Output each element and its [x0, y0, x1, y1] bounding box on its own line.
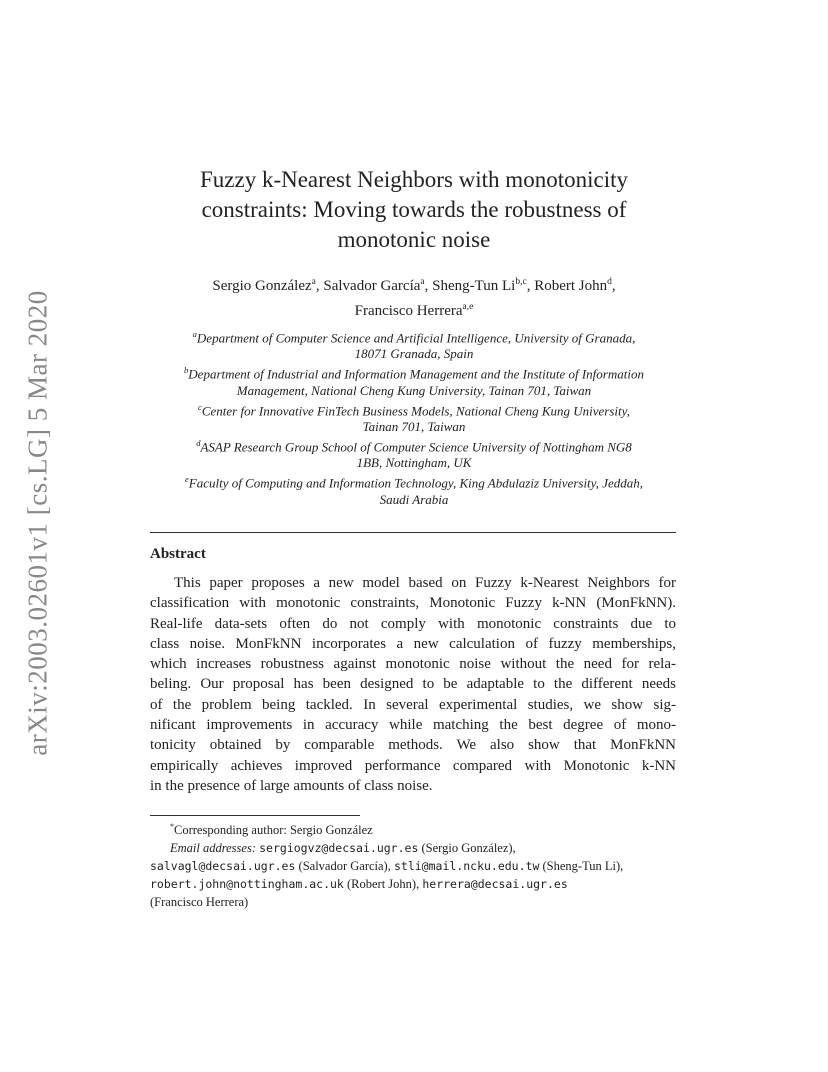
email-owner: (Salvador García),: [298, 859, 391, 874]
author-name: Robert John: [534, 278, 608, 294]
email-link[interactable]: sergiogvz@decsai.ugr.es: [259, 841, 419, 856]
affiliation-mark: c: [198, 401, 202, 412]
affiliation-text: Department of Industrial and Information Management and the Institute of Information: [188, 366, 644, 382]
corresponding-author-note: [150, 818, 676, 839]
abstract-line: tonicity obtained by comparable methods. We also show that MonFkNN: [150, 737, 676, 754]
email-link[interactable]: herrera@decsai.ugr.es: [422, 877, 568, 892]
author-affil-mark: b,c: [515, 277, 527, 287]
affiliation-d: [140, 435, 688, 455]
abstract-line: beling. Our proposal has been designed to be adaptable to the different needs: [150, 676, 676, 693]
abstract-line: in the presence of large amounts of class noise.: [150, 777, 433, 794]
author-name: Francisco Herrera: [354, 303, 463, 319]
email-link[interactable]: robert.john@nottingham.ac.uk: [150, 877, 344, 892]
abstract-line: Real-life data-sets often do not comply with monotonic constraints due to: [150, 615, 676, 632]
affiliation-text: Department of Computer Science and Artificial Intelligence, University of Granada,: [196, 330, 636, 346]
affiliation-a: [140, 326, 688, 346]
affiliation-e: [140, 471, 688, 491]
author-name: Sergio González: [212, 278, 312, 294]
abstract-line: of the problem being tackled. In several experimental studies, we show sig-: [150, 696, 676, 713]
abstract-line: which increases robustness against monotonic noise without the need for rela-: [150, 656, 676, 673]
affiliation-b-cont: Management, National Cheng Kung University, Tainan 701, Taiwan: [236, 382, 592, 398]
title-line-1: Fuzzy k-Nearest Neighbors with monotonicity: [200, 167, 628, 192]
affiliation-mark: a: [192, 329, 197, 339]
affiliation-text: ASAP Research Group School of Computer Science University of Nottingham NG8: [200, 439, 632, 455]
abstract-body: [150, 573, 676, 796]
email-owner: (Francisco Herrera): [150, 895, 249, 910]
email-owner: (Sheng-Tun Li),: [542, 859, 624, 874]
footnote-rule: [150, 815, 360, 816]
author-affil-mark: a: [311, 277, 316, 287]
arxiv-stamp: [16, 288, 60, 758]
affiliation-c-cont: Tainan 701, Taiwan: [362, 418, 466, 434]
email-line-1: [150, 839, 676, 857]
author-affil-mark: a: [420, 277, 425, 287]
arxiv-identifier: arXiv:2003.02601v1 [cs.LG] 5 Mar 2020: [22, 290, 53, 756]
author-name: Sheng-Tun Li: [432, 278, 516, 294]
affiliation-e-cont: Saudi Arabia: [379, 491, 449, 507]
affiliation-c: [140, 399, 688, 419]
email-owner: (Robert John),: [347, 877, 420, 892]
abstract-line: classification with monotonic constraints, Monotonic Fuzzy k-NN (MonFkNN).: [150, 595, 676, 612]
abstract-line: empirically achieves improved performance compared with Monotonic k-NN: [150, 757, 676, 774]
affiliation-b: [140, 362, 688, 382]
title-line-3: monotonic noise: [337, 227, 491, 252]
abstract-top-rule: [150, 532, 676, 533]
email-line-2: [150, 857, 676, 875]
author-list: Sergio González$^a$, Salvador García$^a$, Sheng-Tun Li$^{b,c}$, Robert John$^d$, Francisco Herrera$^{a,e}$: [212, 277, 616, 319]
email-owner: (Sergio González),: [421, 841, 516, 856]
affiliation-mark: e: [184, 474, 189, 485]
email-link[interactable]: stli@mail.ncku.edu.tw: [393, 859, 540, 874]
affiliation-mark: b: [184, 365, 189, 376]
footnotes: [150, 818, 676, 911]
email-label: Email addresses:: [170, 841, 256, 856]
paper-title: [150, 165, 678, 255]
email-link[interactable]: salvagl@decsai.ugr.es: [150, 859, 296, 874]
abstract-heading: Abstract: [150, 546, 206, 562]
affiliation-a-cont: 18071 Granada, Spain: [354, 346, 474, 362]
author-affil-mark: a,e: [462, 302, 474, 312]
author-name: Salvador García: [323, 278, 421, 294]
email-line-3: [150, 875, 676, 893]
title-line-2: constraints: Moving towards the robustness of: [201, 197, 627, 222]
affiliation-d-cont: 1BB, Nottingham, UK: [356, 455, 472, 471]
affiliation-text: Center for Innovative FinTech Business Models, National Cheng Kung University,: [201, 402, 630, 418]
footnote-mark: *: [170, 822, 174, 831]
abstract-line: This paper proposes a new model based on Fuzzy k-Nearest Neighbors for: [174, 575, 676, 591]
affiliations: [140, 326, 688, 508]
affiliation-mark: d: [196, 437, 201, 448]
abstract-line: class noise. MonFkNN incorporates a new calculation of fuzzy memberships,: [150, 635, 676, 652]
email-line-4: [150, 893, 676, 911]
corresponding-author-text: Corresponding author: Sergio González: [174, 823, 373, 838]
abstract-line: nificant improvements in accuracy while matching the best degree of mono-: [150, 717, 676, 734]
author-affil-mark: d: [607, 277, 612, 287]
affiliation-text: Faculty of Computing and Information Technology, King Abdulaziz University, Jeddah,: [188, 475, 644, 491]
